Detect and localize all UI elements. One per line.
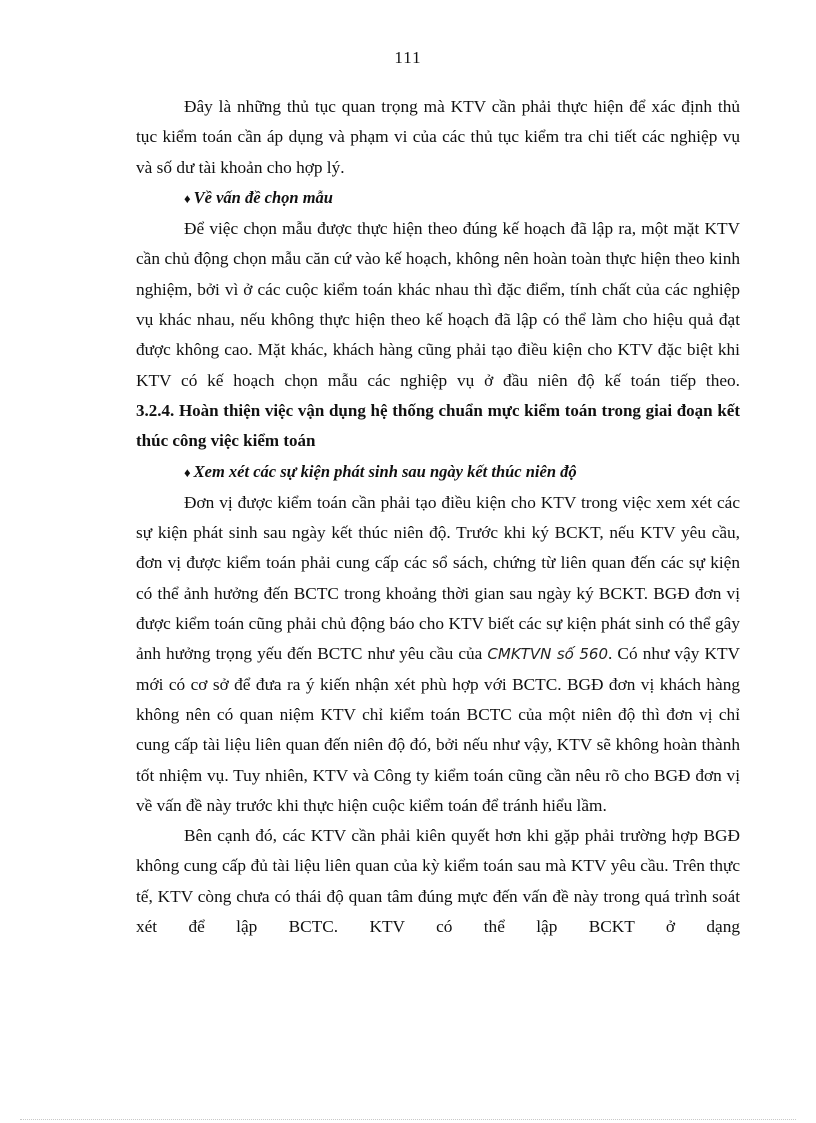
heading-subsequent-events-text: Xem xét các sự kiện phát sinh sau ngày kết thúc niên độ <box>193 461 577 481</box>
heading-sampling-text: Về vấn đề chọn mẫu <box>193 187 333 207</box>
diamond-bullet-icon: ♦ <box>184 464 191 480</box>
diamond-bullet-icon: ♦ <box>184 190 191 206</box>
heading-sampling <box>136 183 740 214</box>
paragraph-subsequent-events-part-2: . Có như vậy KTV mới có cơ sở để đưa ra ý kiến nhận xét phù hợp với BCTC. BGĐ đơn vị khách hàng không nên có quan niệm KTV chỉ kiểm toán BCTC của một niên độ thì đơn vị chỉ cung cấp tài liệu liên quan đến niên độ đó, bởi nếu như vậy, KTV sẽ không hoàn thành tốt nhiệm vụ. Tuy nhiên, KTV và Công ty kiểm toán cũng cần nêu rõ cho BGĐ đơn vị về vấn đề này trước khi thực hiện cuộc kiểm toán để tránh hiểu lầm. <box>136 644 740 815</box>
document-body <box>136 92 740 942</box>
paragraph-subsequent-events <box>136 488 740 821</box>
page-bottom-rule <box>20 1119 796 1120</box>
section-heading-3-2-4: 3.2.4. Hoàn thiện việc vận dụng hệ thống chuẩn mực kiểm toán trong giai đoạn kết thúc công việc kiểm toán <box>136 400 740 451</box>
paragraph-procedures: Đây là những thủ tục quan trọng mà KTV cần phải thực hiện để xác định thủ tục kiểm toán cần áp dụng và phạm vi của các thủ tục kiểm tra chi tiết các nghiệp vụ và số dư tài khoản cho hợp lý. <box>136 97 740 177</box>
paragraph-subsequent-events-part-1: Đơn vị được kiểm toán cần phải tạo điều kiện cho KTV trong việc xem xét các sự kiện phát sinh sau ngày kết thúc niên độ. Trước khi ký BCKT, nếu KTV yêu cầu, đơn vị được kiểm toán phải cung cấp các sổ sách, chứng từ liên quan đến các sự kiện có thể ảnh hưởng đến BCTC trong khoảng thời gian sau ngày ký BCKT. BGĐ đơn vị được kiểm toán cũng phải chủ động báo cho KTV biết các sự kiện phát sinh có thể gây ảnh hưởng trọng yếu đến BCTC như yêu cầu của <box>136 492 740 664</box>
heading-subsequent-events <box>136 457 740 488</box>
page-number: 111 <box>394 48 422 67</box>
standard-reference: CMKTVN số 560 <box>487 645 609 664</box>
paragraph-sampling: Để việc chọn mẫu được thực hiện theo đúng kế hoạch đã lập ra, một mặt KTV cần chủ động chọn mẫu căn cứ vào kế hoạch, không nên hoàn toàn thực hiện theo kinh nghiệm, bởi vì ở các cuộc kiểm toán khác nhau thì đặc điểm, tính chất của các nghiệp vụ khác nhau, nếu không thực hiện theo kế hoạch đã lập có thể làm cho hiệu quả đạt được không cao. Mặt khác, khách hàng cũng phải tạo điều kiện cho KTV đặc biệt khi KTV có kế hoạch chọn mẫu các nghiệp vụ ở đầu niên độ kế toán tiếp theo. <box>136 219 740 390</box>
paragraph-besides: Bên cạnh đó, các KTV cần phải kiên quyết hơn khi gặp phải trường hợp BGĐ không cung cấp đủ tài liệu liên quan của kỳ kiểm toán sau mà KTV yêu cầu. Trên thực tế, KTV còng chưa có thái độ quan tâm đúng mực đến vấn đề này trong quá trình soát xét để lập BCTC. KTV có thể lập BCKT ở dạng <box>136 826 740 937</box>
